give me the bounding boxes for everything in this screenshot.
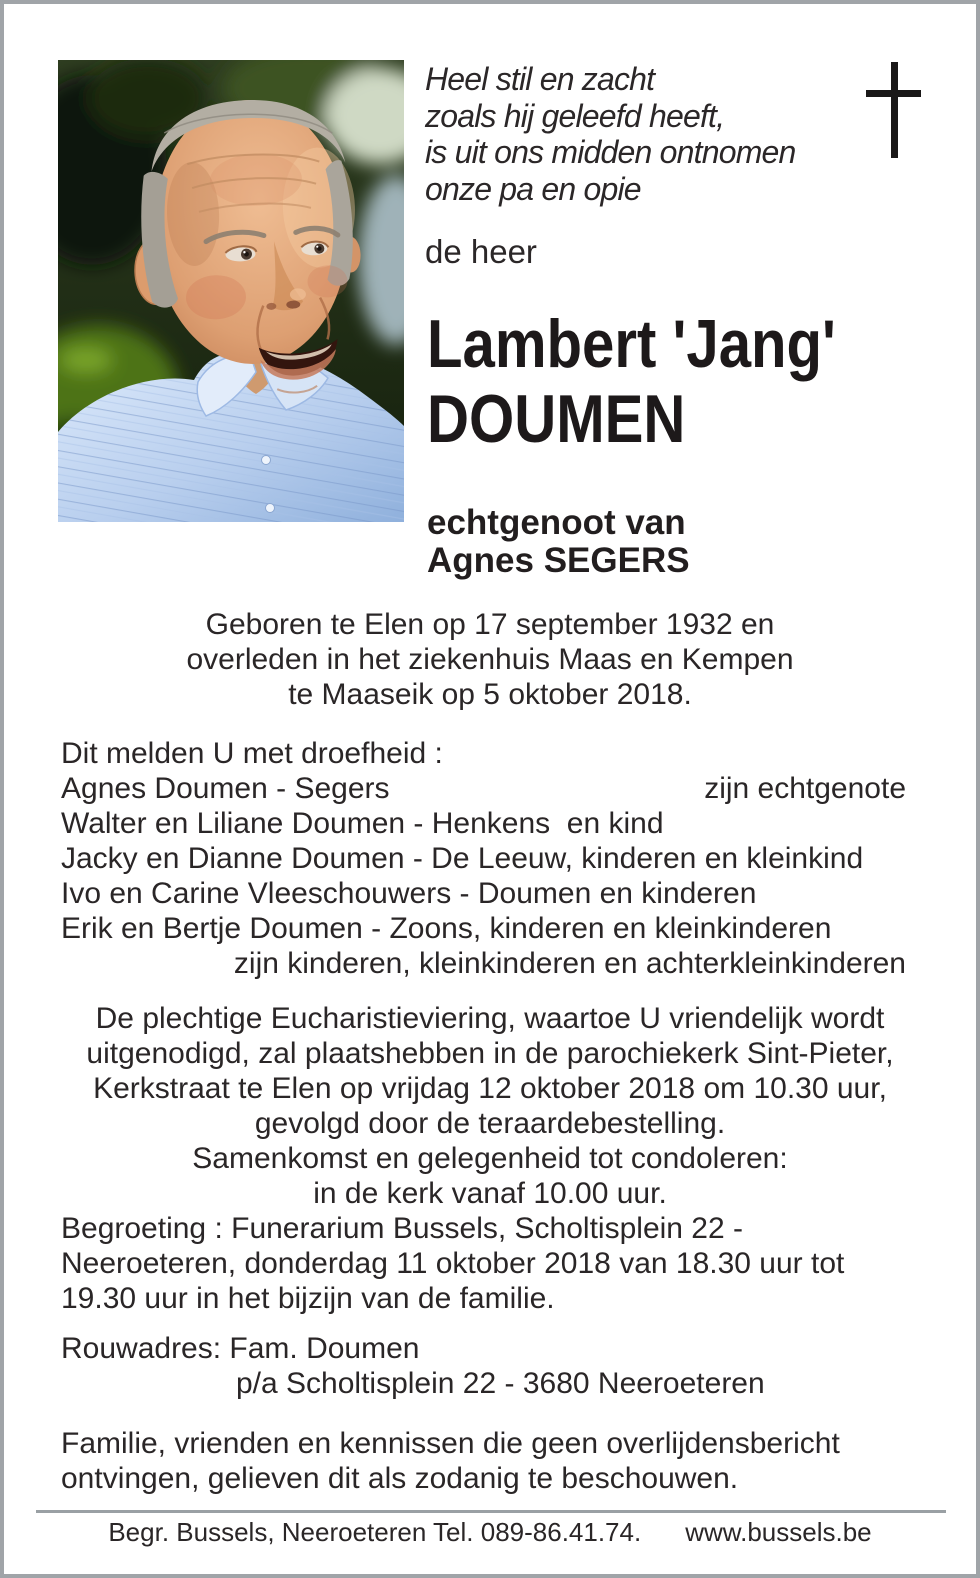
- portrait-photo: [58, 60, 404, 522]
- notice-line: Familie, vrienden en kennissen die geen overlijdensbericht: [61, 1427, 840, 1460]
- service-line: Samenkomst en gelegenheid tot condoleren:: [192, 1142, 788, 1175]
- relative-line: Walter en Liliane Doumen - Henkens en kind: [61, 807, 664, 840]
- opening-quote: [425, 61, 796, 207]
- relative-line: Jacky en Dianne Doumen - De Leeuw, kinderen en kleinkind: [61, 842, 864, 875]
- deceased-name-line1: Lambert 'Jang': [427, 306, 836, 382]
- family-announcement: [61, 736, 906, 981]
- notice-line: ontvingen, gelieven dit als zodanig te beschouwen.: [61, 1462, 739, 1495]
- relative-name: Agnes Doumen - Segers: [61, 772, 390, 805]
- service-line: De plechtige Eucharistieviering, waartoe U vriendelijk wordt: [95, 1002, 885, 1035]
- visitation-details: [61, 1211, 941, 1316]
- life-dates: [0, 607, 980, 712]
- relative-relation: zijn echtgenote: [704, 772, 906, 805]
- mourning-address-line: p/a Scholtisplein 22 - 3680 Neeroeteren: [236, 1367, 765, 1400]
- life-dates-line: overleden in het ziekenhuis Maas en Kempen: [186, 643, 794, 676]
- spouse-block: [427, 504, 690, 580]
- announcement-intro: Dit melden U met droefheid :: [61, 737, 443, 770]
- mourning-address-label: Rouwadres: Fam. Doumen: [61, 1332, 420, 1365]
- announcement-closing: zijn kinderen, kleinkinderen en achterkleinkinderen: [233, 947, 906, 980]
- quote-line: zoals hij geleefd heeft,: [425, 97, 725, 134]
- life-dates-line: Geboren te Elen op 17 september 1932 en: [205, 608, 775, 641]
- mourning-address: [61, 1331, 941, 1401]
- quote-line: is uit ons midden ontnomen: [425, 134, 796, 170]
- salutation: de heer: [425, 233, 537, 270]
- relative-row: [61, 771, 906, 806]
- spouse-intro: echtgenoot van: [427, 503, 686, 542]
- service-details: [0, 1001, 980, 1211]
- general-notice: [61, 1426, 941, 1496]
- relative-line: Erik en Bertje Doumen - Zoons, kinderen en kleinkinderen: [61, 912, 832, 945]
- visitation-line: Neeroeteren, donderdag 11 oktober 2018 van 18.30 uur tot: [61, 1247, 845, 1280]
- portrait-image: [58, 60, 404, 522]
- service-line: in de kerk vanaf 10.00 uur.: [313, 1177, 667, 1210]
- visitation-line: Begroeting : Funerarium Bussels, Scholtisplein 22 -: [61, 1212, 744, 1245]
- life-dates-line: te Maaseik op 5 oktober 2018.: [288, 678, 692, 711]
- footer-divider: [36, 1510, 946, 1513]
- quote-line: Heel stil en zacht: [425, 61, 655, 97]
- service-line: gevolgd door de teraardebestelling.: [254, 1107, 726, 1140]
- service-line: uitgenodigd, zal plaatshebben in de parochiekerk Sint-Pieter,: [86, 1037, 894, 1070]
- funeral-home-website: www.bussels.be: [685, 1517, 872, 1547]
- footer: [0, 1517, 980, 1547]
- quote-line: onze pa en opie: [425, 170, 641, 207]
- spouse-name: Agnes SEGERS: [427, 541, 690, 580]
- funeral-home-contact: Begr. Bussels, Neeroeteren Tel. 089-86.41.74.: [108, 1517, 642, 1547]
- visitation-line: 19.30 uur in het bijzijn van de familie.: [61, 1282, 555, 1315]
- relative-line: Ivo en Carine Vleeschouwers - Doumen en kinderen: [61, 877, 757, 910]
- cross-icon: [862, 60, 924, 160]
- service-line: Kerkstraat te Elen op vrijdag 12 oktober 2018 om 10.30 uur,: [93, 1072, 887, 1105]
- deceased-name: [427, 307, 836, 457]
- deceased-name-line2: DOUMEN: [427, 381, 686, 457]
